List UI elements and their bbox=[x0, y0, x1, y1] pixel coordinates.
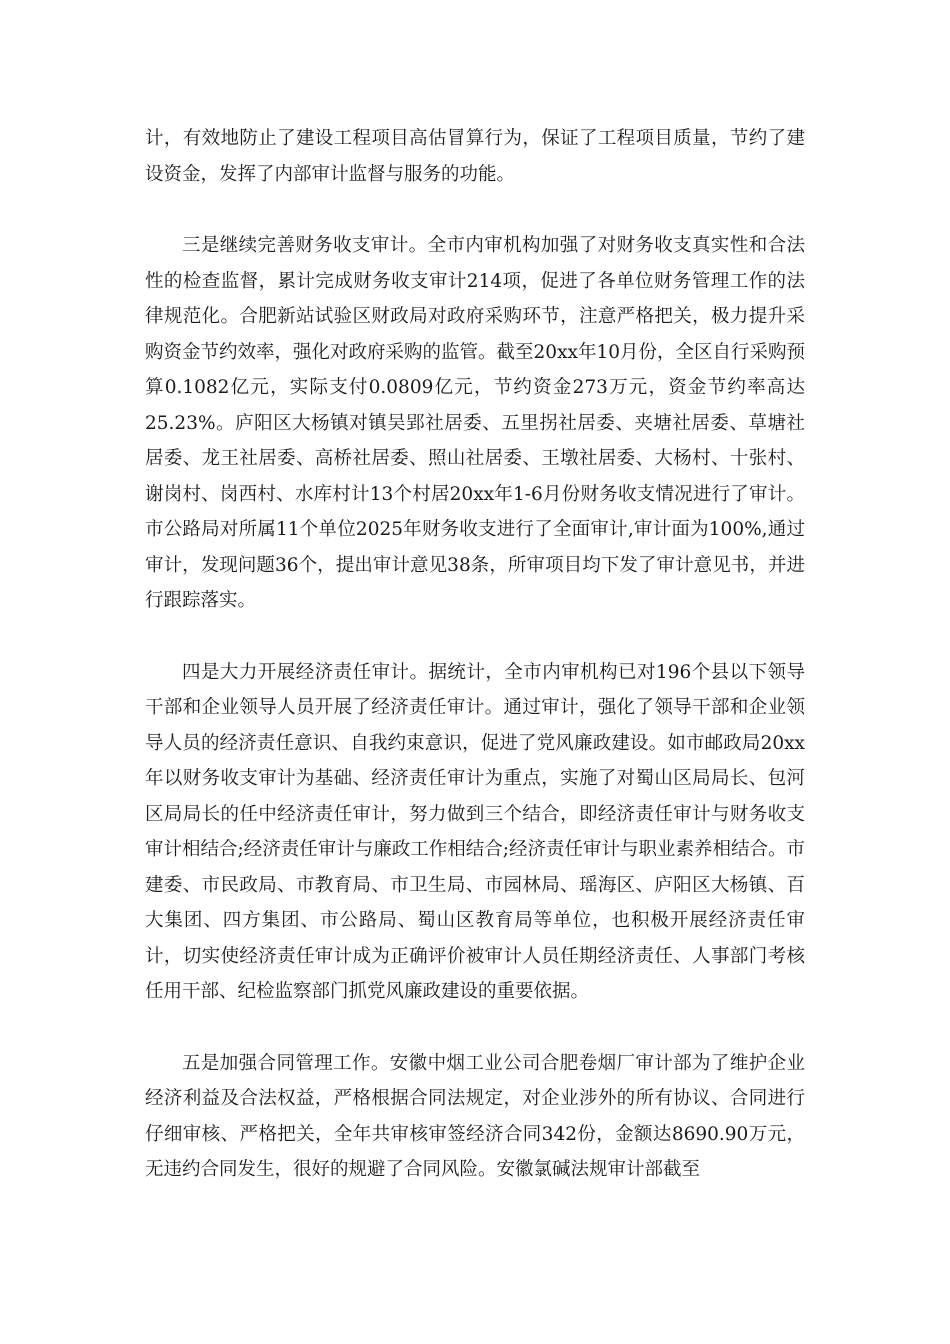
paragraph-contract-management: 五是加强合同管理工作。安徽中烟工业公司合肥卷烟厂审计部为了维护企业经济利益及合法权益，严格根据合同法规定，对企业涉外的所有协议、合同进行仔细审核、严格把关，全年共审核审签经济合同342份，金额达8690.90万元，无违约合同发生，很好的规避了合同风险。安徽氯碱法规审计部截至 bbox=[145, 1052, 805, 1180]
paragraph-financial-audit: 三是继续完善财务收支审计。全市内审机构加强了对财务收支真实性和合法性的检查监督，累计完成财务收支审计214项，促进了各单位财务管理工作的法律规范化。合肥新站试验区财政局对政府采购环节，注意严格把关，极力提升采购资金节约效率，强化对政府采购的监管。截至20xx年10月份，全区自行采购预算0.1082亿元，实际支付0.0809亿元，节约资金273万元，资金节约率高达25.23%。庐阳区大杨镇对镇吴郢社居委、五里拐社居委、夹塘社居委、草塘社居委、龙王社居委、高桥社居委、照山社居委、王墩社居委、大杨村、十张村、谢岗村、岗西村、水库村计13个村居20xx年1-6月份财务收支情况进行了审计。市公路局对所属11个单位2025年财务收支进行了全面审计,审计面为100%,通过审计，发现问题36个，提出审计意见38条，所审项目均下发了审计意见书，并进行跟踪落实。 bbox=[145, 235, 805, 611]
paragraph-economic-responsibility-audit: 四是大力开展经济责任审计。据统计，全市内审机构已对196个县以下领导干部和企业领导人员开展了经济责任审计。通过审计，强化了领导干部和企业领导人员的经济责任意识、自我约束意识，促进了党风廉政建设。如市邮政局20xx年以财务收支审计为基础、经济责任审计为重点，实施了对蜀山区局局长、包河区局局长的任中经济责任审计，努力做到三个结合，即经济责任审计与财务收支审计相结合;经济责任审计与廉政工作相结合;经济责任审计与职业素养相结合。市建委、市民政局、市教育局、市卫生局、市园林局、瑶海区、庐阳区大杨镇、百大集团、四方集团、市公路局、蜀山区教育局等单位，也积极开展经济责任审计，切实使经济责任审计成为正确评价被审计人员任期经济责任、人事部门考核任用干部、纪检监察部门抓党风廉政建设的重要依据。 bbox=[145, 661, 805, 1002]
paragraph-continuation: 计，有效地防止了建设工程项目高估冒算行为，保证了工程项目质量，节约了建设资金，发挥了内部审计监督与服务的功能。 bbox=[145, 128, 805, 185]
document-body bbox=[145, 121, 805, 1188]
